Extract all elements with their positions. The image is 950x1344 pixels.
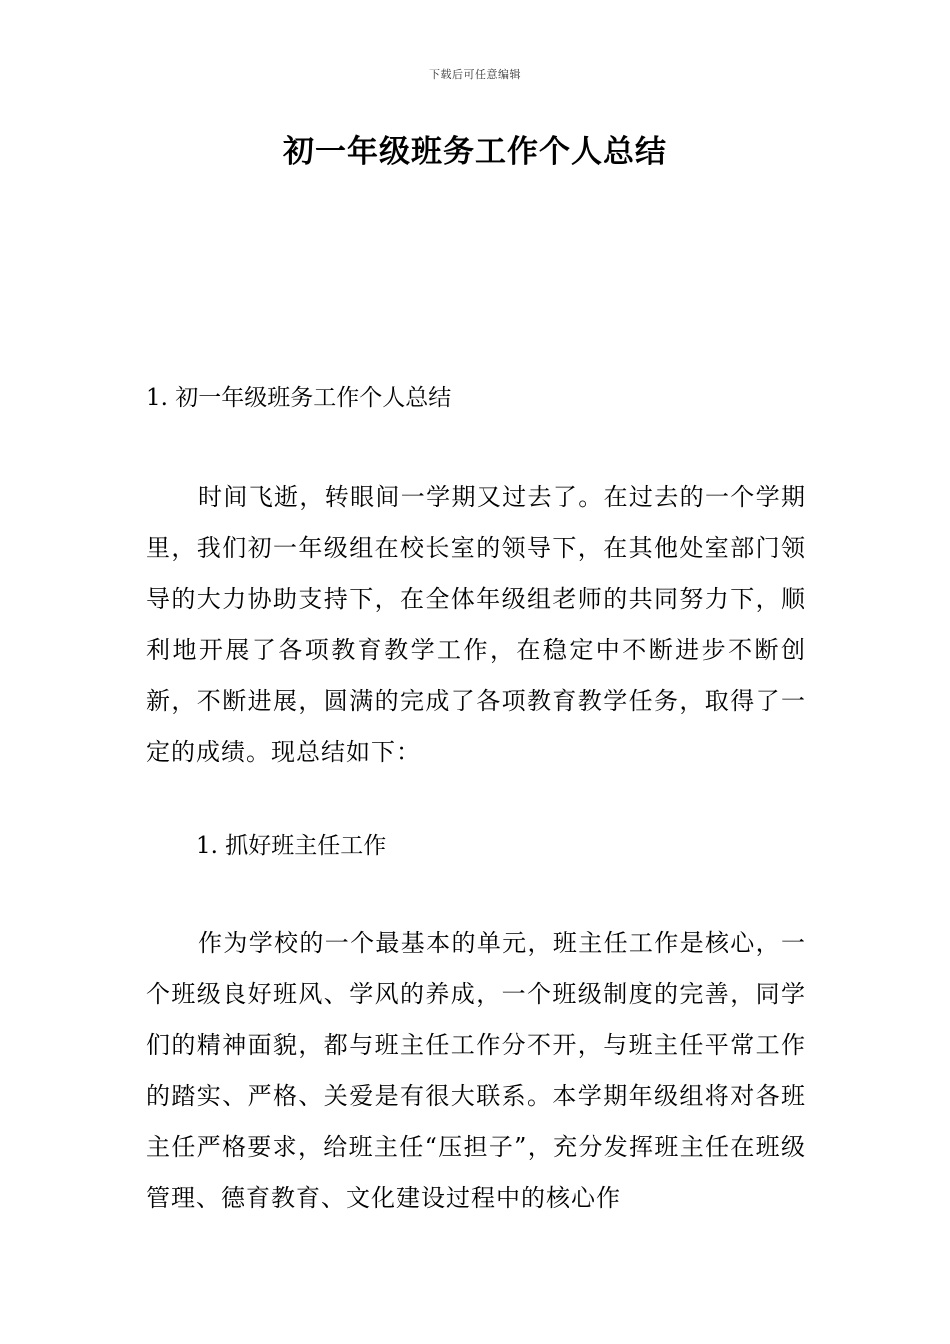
sub-heading-class-teacher: 1. 抓好班主任工作: [196, 833, 387, 859]
body-paragraph-class-teacher: 作为学校的一个最基本的单元，班主任工作是核心，一个班级良好班风、学风的养成，一个班级制度的完善，同学们的精神面貌，都与班主任工作分不开，与班主任平常工作的踏实、严格、关爱是有很大联系。本学期年级组将对各班主任严格要求，给班主任“压担子”，充分发挥班主任在班级管理、德育教育、文化建设过程中的核心作: [146, 929, 806, 1212]
body-paragraph-intro: 时间飞逝，转眼间一学期又过去了。在过去的一个学期里，我们初一年级组在校长室的领导下，在其他处室部门领导的大力协助支持下，在全体年级组老师的共同努力下，顺利地开展了各项教育教学工作，在稳定中不断进步不断创新，不断进展，圆满的完成了各项教育教学任务，取得了一定的成绩。现总结如下：: [146, 483, 806, 766]
section-heading: 1. 初一年级班务工作个人总结: [146, 385, 452, 411]
document-title: 初一年级班务工作个人总结: [283, 134, 667, 170]
header-note: 下载后可任意编辑: [429, 68, 521, 81]
